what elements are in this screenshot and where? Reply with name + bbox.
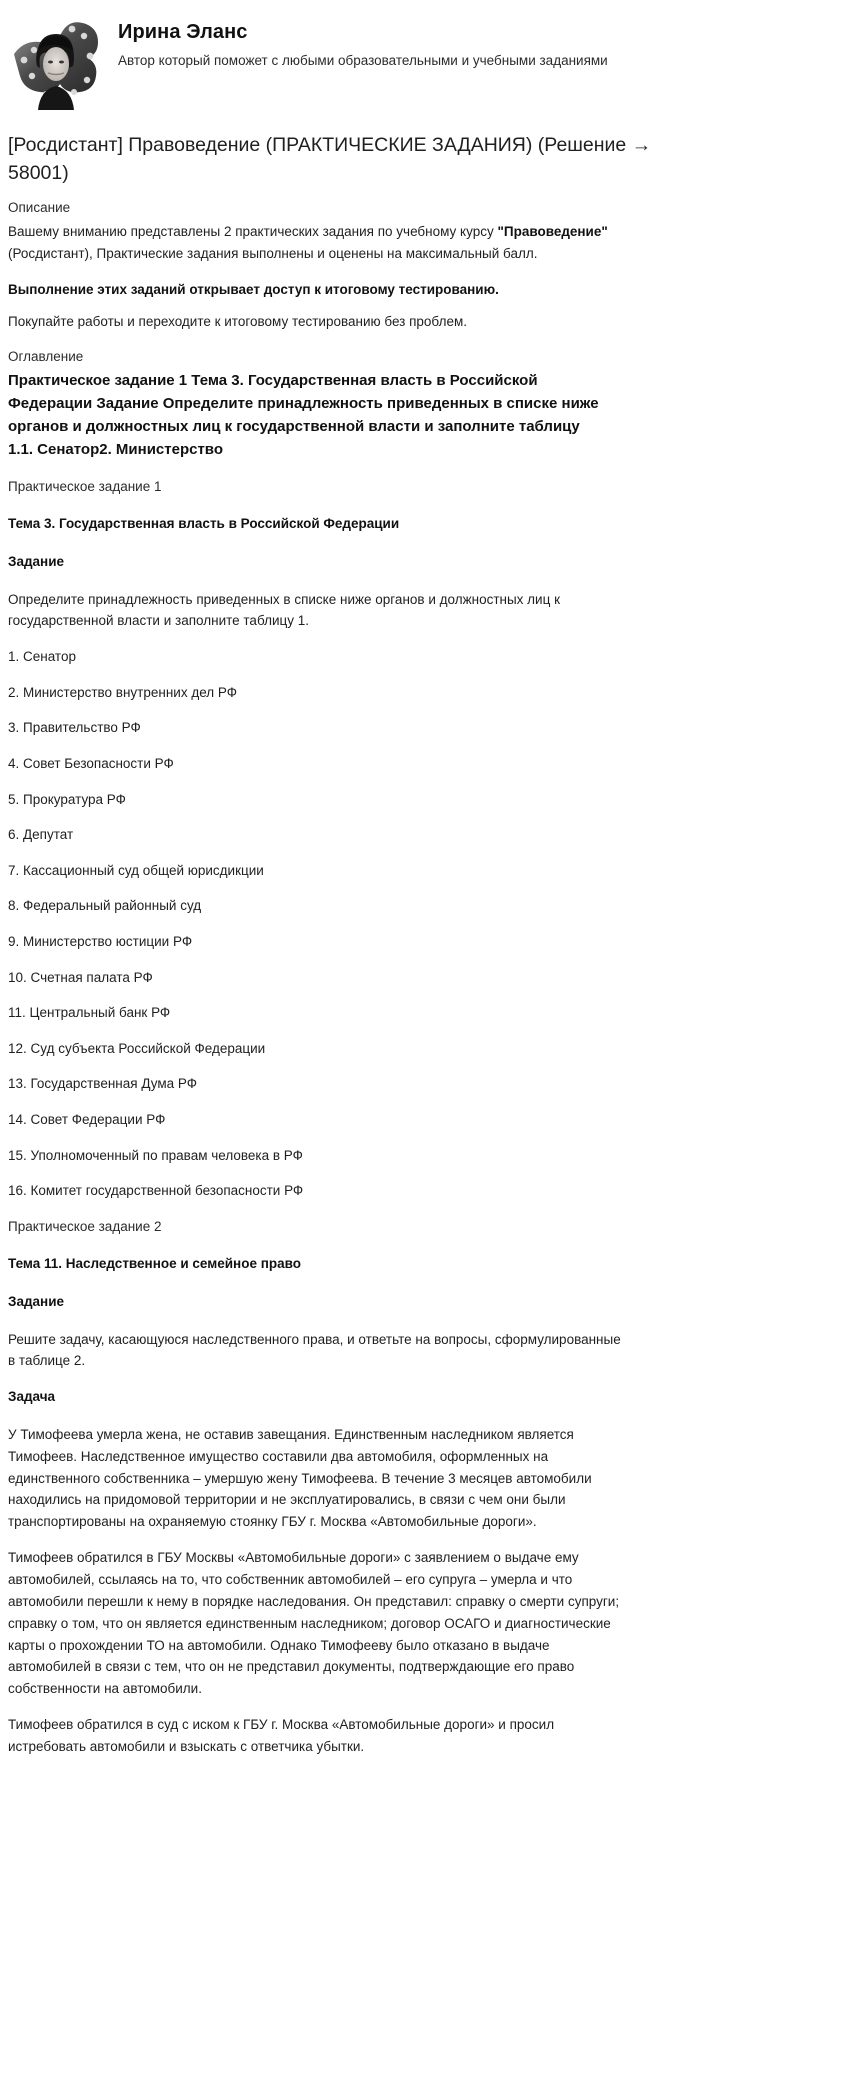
toc-text: Практическое задание 1 Тема 3. Государственная власть в Российской Федерации Задание Определите принадлежность приведенных в списке ниже органов и должностных лиц к государственной власти и заполните таблицу 1.1. Сенатор2. Министерство <box>8 372 599 458</box>
description-paragraph <box>8 221 628 265</box>
highlight-paragraph <box>8 279 628 301</box>
task1-item-list <box>8 646 839 1202</box>
description-label: Описание <box>8 200 71 216</box>
list-item: 4. Совет Безопасности РФ <box>8 756 174 772</box>
task2-problem-label: Задача <box>8 1389 56 1405</box>
list-item: 7. Кассационный суд общей юрисдикции <box>8 862 264 878</box>
description-part1: Вашему вниманию представлены 2 практических задания по учебному курсу <box>8 223 498 239</box>
toc-label: Оглавление <box>8 349 84 365</box>
list-item: 11. Центральный банк РФ <box>8 1005 171 1021</box>
list-item: 12. Суд субъекта Российской Федерации <box>8 1040 266 1056</box>
task2-problem-paragraph: Тимофеев обратился в ГБУ Москвы «Автомобильные дороги» с заявлением о выдаче ему автомобилей, ссылаясь на то, что собственник автомобилей – его супруга – умерла и что автомобили перешли к нему в порядке наследования. Он представил: справку о смерти супруги; справку о том, что он является единственным наследником; договор ОСАГО и диагностические карты о прохождении ТО на автомобили. Однако Тимофееву было отказано в выдаче автомобилей в связи с тем, что он не представил документы, подтверждающие его право собственности на автомобили. <box>8 1550 620 1697</box>
description-bold: "Правоведение" <box>497 223 608 239</box>
task1-assignment-text: Определите принадлежность приведенных в списке ниже органов и должностных лиц к государственной власти и заполните таблицу 1. <box>8 591 560 629</box>
list-item: 15. Уполномоченный по правам человека в РФ <box>8 1147 303 1163</box>
task1-theme: Тема 3. Государственная власть в Российской Федерации <box>8 516 400 532</box>
highlight-followup: Покупайте работы и переходите к итоговому тестированию без проблем. <box>8 313 467 329</box>
list-item: 6. Депутат <box>8 827 74 843</box>
page-title: [Росдистант] Правоведение (ПРАКТИЧЕСКИЕ ЗАДАНИЯ) (Решение → 58001) <box>8 134 652 184</box>
highlight-bold-line: Выполнение этих заданий открывает доступ к итоговому тестированию. <box>8 281 499 297</box>
list-item: 9. Министерство юстиции РФ <box>8 934 193 949</box>
author-header <box>8 8 839 120</box>
task2-assignment-label: Задание <box>8 1293 65 1309</box>
list-item: 2. Министерство внутренних дел РФ <box>8 684 238 700</box>
list-item: 13. Государственная Дума РФ <box>8 1076 198 1092</box>
author-text-block <box>118 14 839 72</box>
author-portrait-avatar-icon <box>8 14 104 110</box>
author-tagline: Автор который поможет с любыми образовательными и учебными заданиями <box>118 53 608 68</box>
task2-caption: Практическое задание 2 <box>8 1218 162 1234</box>
list-item: 10. Счетная палата РФ <box>8 969 153 985</box>
description-part2: (Росдистант), Практические задания выполнены и оценены на максимальный балл. <box>8 245 538 261</box>
task1-assignment-label: Задание <box>8 553 65 569</box>
list-item: 8. Федеральный районный суд <box>8 898 202 914</box>
task2-assignment-text: Решите задачу, касающуюся наследственного права, и ответьте на вопросы, сформулированные в таблице 2. <box>8 1331 621 1369</box>
list-item: 3. Правительство РФ <box>8 720 141 736</box>
list-item: 5. Прокуратура РФ <box>8 791 126 807</box>
task2-theme: Тема 11. Наследственное и семейное право <box>8 1256 301 1272</box>
avatar <box>8 14 104 110</box>
list-item: 16. Комитет государственной безопасности РФ <box>8 1183 304 1199</box>
task2-problem-paragraph: Тимофеев обратился в суд с иском к ГБУ г. Москва «Автомобильные дороги» и просил истребовать автомобили и взыскать с ответчика убытки. <box>8 1717 555 1755</box>
author-name: Ирина Эланс <box>118 21 248 43</box>
task1-caption: Практическое задание 1 <box>8 478 162 494</box>
list-item: 1. Сенатор <box>8 649 76 665</box>
task2-problem-paragraph: У Тимофеева умерла жена, не оставив завещания. Единственным наследником является Тимофеев. Наследственное имущество составили два автомобиля, оформленных на единственного собственника – умершую жену Тимофеева. В течение 3 месяцев автомобили находились на придомовой территории и не эксплуатировались, в связи с чем они были транспортированы на охраняемую стоянку ГБУ г. Москва «Автомобильные дороги». <box>8 1426 592 1530</box>
list-item: 14. Совет Федерации РФ <box>8 1111 166 1127</box>
